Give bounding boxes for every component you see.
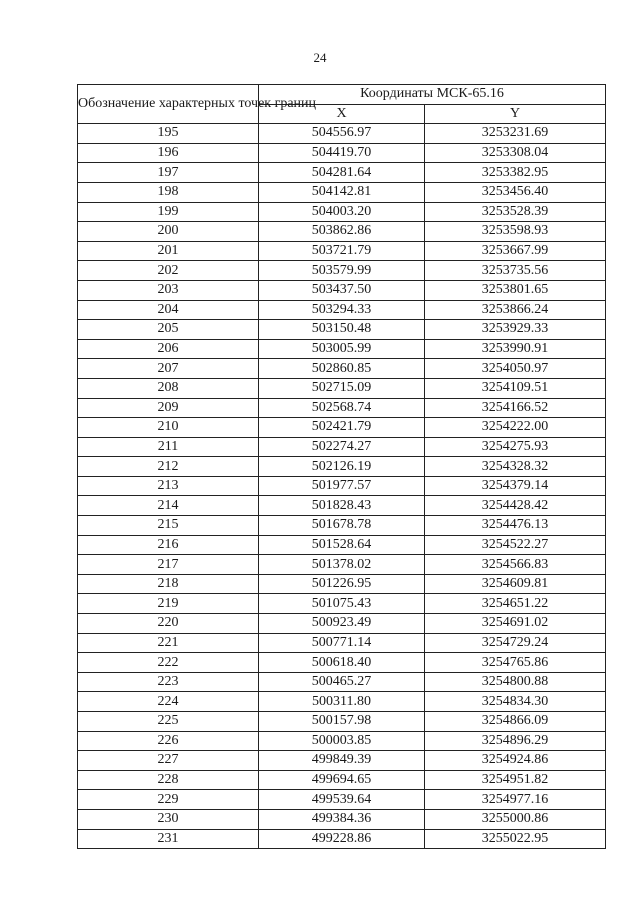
table-row	[78, 418, 606, 438]
point-cell: 198	[78, 182, 259, 202]
point-cell: 216	[78, 535, 259, 555]
x-cell: 500465.27	[259, 672, 425, 692]
x-cell: 504281.64	[259, 163, 425, 183]
table-row	[78, 222, 606, 242]
table-row	[78, 555, 606, 575]
y-cell: 3254379.14	[425, 476, 606, 496]
y-cell: 3254834.30	[425, 692, 606, 712]
y-cell: 3255000.86	[425, 809, 606, 829]
point-cell: 221	[78, 633, 259, 653]
table-row	[78, 320, 606, 340]
table-row	[78, 829, 606, 849]
y-cell: 3254328.32	[425, 457, 606, 477]
point-cell: 196	[78, 143, 259, 163]
table-row	[78, 770, 606, 790]
table-row	[78, 653, 606, 673]
y-cell: 3254651.22	[425, 594, 606, 614]
y-cell: 3254428.42	[425, 496, 606, 516]
point-cell: 211	[78, 437, 259, 457]
x-cell: 504142.81	[259, 182, 425, 202]
point-cell: 207	[78, 359, 259, 379]
x-cell: 502568.74	[259, 398, 425, 418]
table-row	[78, 378, 606, 398]
point-cell: 203	[78, 280, 259, 300]
point-cell: 201	[78, 241, 259, 261]
table-row	[78, 457, 606, 477]
y-cell: 3254476.13	[425, 516, 606, 536]
point-cell: 209	[78, 398, 259, 418]
table-row	[78, 280, 606, 300]
y-cell: 3254166.52	[425, 398, 606, 418]
table-row	[78, 182, 606, 202]
table-row	[78, 751, 606, 771]
x-cell: 504419.70	[259, 143, 425, 163]
x-cell: 501528.64	[259, 535, 425, 555]
x-cell: 503579.99	[259, 261, 425, 281]
table-row	[78, 790, 606, 810]
y-cell: 3254951.82	[425, 770, 606, 790]
y-cell: 3254275.93	[425, 437, 606, 457]
table-row	[78, 202, 606, 222]
x-cell: 501075.43	[259, 594, 425, 614]
y-cell: 3254566.83	[425, 555, 606, 575]
y-column-header: Y	[425, 104, 606, 124]
x-cell: 501828.43	[259, 496, 425, 516]
x-cell: 499384.36	[259, 809, 425, 829]
table-row	[78, 163, 606, 183]
x-cell: 499228.86	[259, 829, 425, 849]
table-row	[78, 359, 606, 379]
point-cell: 214	[78, 496, 259, 516]
point-cell: 215	[78, 516, 259, 536]
x-cell: 504003.20	[259, 202, 425, 222]
y-cell: 3255022.95	[425, 829, 606, 849]
x-cell: 503862.86	[259, 222, 425, 242]
y-cell: 3254977.16	[425, 790, 606, 810]
y-cell: 3254765.86	[425, 653, 606, 673]
point-cell: 200	[78, 222, 259, 242]
y-cell: 3254924.86	[425, 751, 606, 771]
point-cell: 210	[78, 418, 259, 438]
point-cell: 208	[78, 378, 259, 398]
point-cell: 219	[78, 594, 259, 614]
coordinates-table	[77, 84, 606, 849]
table-row	[78, 516, 606, 536]
point-cell: 225	[78, 712, 259, 732]
point-cell: 204	[78, 300, 259, 320]
table-row	[78, 633, 606, 653]
x-cell: 499849.39	[259, 751, 425, 771]
x-cell: 500311.80	[259, 692, 425, 712]
table-row	[78, 809, 606, 829]
y-cell: 3254609.81	[425, 574, 606, 594]
point-column-header: Обозначение характерных точек границ	[78, 85, 259, 124]
table-row	[78, 594, 606, 614]
table-row	[78, 261, 606, 281]
y-cell: 3254866.09	[425, 712, 606, 732]
point-cell: 229	[78, 790, 259, 810]
point-cell: 226	[78, 731, 259, 751]
point-cell: 223	[78, 672, 259, 692]
point-cell: 213	[78, 476, 259, 496]
x-column-header: X	[259, 104, 425, 124]
x-cell: 500923.49	[259, 614, 425, 634]
y-cell: 3254800.88	[425, 672, 606, 692]
y-cell: 3254522.27	[425, 535, 606, 555]
x-cell: 502126.19	[259, 457, 425, 477]
table-row	[78, 398, 606, 418]
x-cell: 501678.78	[259, 516, 425, 536]
table-row	[78, 712, 606, 732]
y-cell: 3253667.99	[425, 241, 606, 261]
table-row	[78, 672, 606, 692]
table-row	[78, 300, 606, 320]
point-cell: 227	[78, 751, 259, 771]
point-cell: 220	[78, 614, 259, 634]
x-cell: 502421.79	[259, 418, 425, 438]
y-cell: 3253231.69	[425, 124, 606, 144]
table-row	[78, 535, 606, 555]
point-cell: 228	[78, 770, 259, 790]
x-cell: 501977.57	[259, 476, 425, 496]
x-cell: 504556.97	[259, 124, 425, 144]
table-row	[78, 339, 606, 359]
x-cell: 501378.02	[259, 555, 425, 575]
y-cell: 3254222.00	[425, 418, 606, 438]
y-cell: 3254691.02	[425, 614, 606, 634]
table-row	[78, 437, 606, 457]
x-cell: 501226.95	[259, 574, 425, 594]
table-row	[78, 614, 606, 634]
table-row	[78, 574, 606, 594]
point-cell: 197	[78, 163, 259, 183]
table-row	[78, 124, 606, 144]
y-cell: 3253801.65	[425, 280, 606, 300]
y-cell: 3254109.51	[425, 378, 606, 398]
point-cell: 222	[78, 653, 259, 673]
x-cell: 503294.33	[259, 300, 425, 320]
point-cell: 205	[78, 320, 259, 340]
x-cell: 502860.85	[259, 359, 425, 379]
y-cell: 3254729.24	[425, 633, 606, 653]
point-cell: 212	[78, 457, 259, 477]
x-cell: 502715.09	[259, 378, 425, 398]
y-cell: 3253528.39	[425, 202, 606, 222]
y-cell: 3253382.95	[425, 163, 606, 183]
x-cell: 499694.65	[259, 770, 425, 790]
table-row	[78, 241, 606, 261]
point-cell: 224	[78, 692, 259, 712]
point-cell: 195	[78, 124, 259, 144]
y-cell: 3254050.97	[425, 359, 606, 379]
y-cell: 3253735.56	[425, 261, 606, 281]
y-cell: 3253866.24	[425, 300, 606, 320]
point-cell: 218	[78, 574, 259, 594]
x-cell: 499539.64	[259, 790, 425, 810]
table-row	[78, 692, 606, 712]
y-cell: 3254896.29	[425, 731, 606, 751]
point-cell: 206	[78, 339, 259, 359]
y-cell: 3253990.91	[425, 339, 606, 359]
x-cell: 503150.48	[259, 320, 425, 340]
point-cell: 230	[78, 809, 259, 829]
x-cell: 500618.40	[259, 653, 425, 673]
y-cell: 3253308.04	[425, 143, 606, 163]
x-cell: 503721.79	[259, 241, 425, 261]
x-cell: 503437.50	[259, 280, 425, 300]
x-cell: 503005.99	[259, 339, 425, 359]
table-body	[78, 124, 606, 849]
table-row	[78, 496, 606, 516]
y-cell: 3253929.33	[425, 320, 606, 340]
table-header	[78, 85, 606, 124]
y-cell: 3253456.40	[425, 182, 606, 202]
coordinates-group-header: Координаты МСК-65.16	[259, 85, 606, 105]
point-cell: 231	[78, 829, 259, 849]
y-cell: 3253598.93	[425, 222, 606, 242]
page-number: 24	[313, 50, 327, 65]
point-cell: 202	[78, 261, 259, 281]
point-cell: 217	[78, 555, 259, 575]
x-cell: 500771.14	[259, 633, 425, 653]
x-cell: 500003.85	[259, 731, 425, 751]
x-cell: 502274.27	[259, 437, 425, 457]
table-row	[78, 731, 606, 751]
x-cell: 500157.98	[259, 712, 425, 732]
table-row	[78, 143, 606, 163]
table-row	[78, 476, 606, 496]
point-cell: 199	[78, 202, 259, 222]
